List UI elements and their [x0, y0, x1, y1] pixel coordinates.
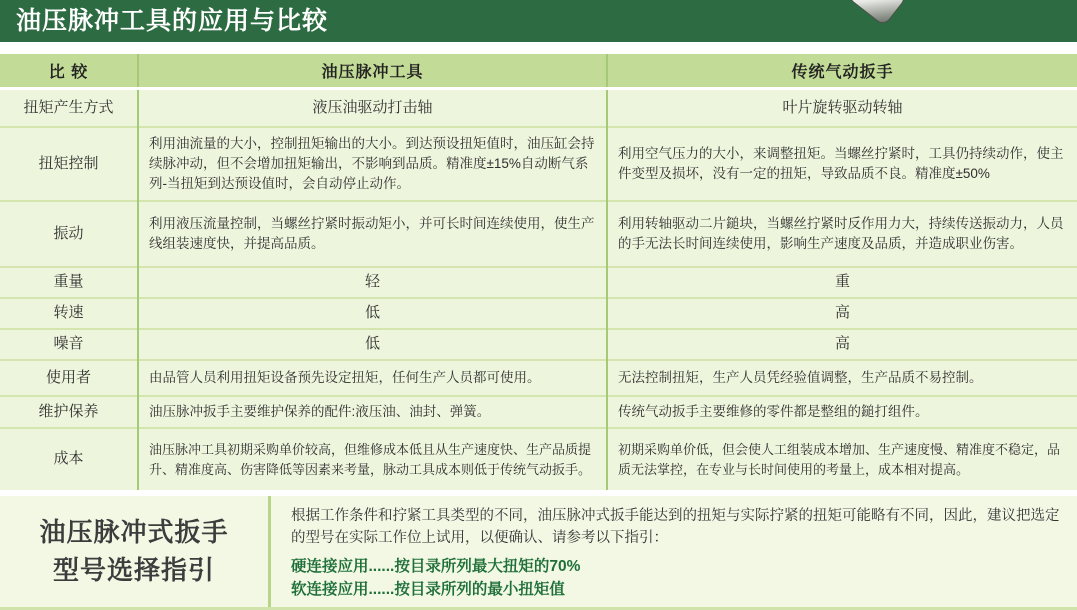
guide-hard-joint-line: 硬连接应用......按目录所列最大扭矩的70% [291, 557, 581, 575]
table-row-weight [0, 267, 1077, 298]
guide-soft-joint-line: 软连接应用......按目录所列的最小扭矩值 [291, 581, 565, 599]
row-label: 扭矩控制 [0, 127, 138, 201]
row-label: 转速 [0, 298, 138, 329]
pulse-cell: 轻 [138, 267, 607, 298]
pulse-cell: 利用油流量的大小，控制扭矩输出的大小。到达预设扭矩值时，油压缸会持续脉冲动，但不会增加扭矩输出，不影响到品质。精准度±15%自动断气系列-当扭矩到达预设值时，会自动停止动作。 [138, 127, 607, 201]
table-row-user [0, 360, 1077, 396]
row-label: 扭矩产生方式 [0, 89, 138, 128]
pulse-cell: 油压脉冲工具初期采购单价较高，但维修成本低且从生产速度快、生产品质提升、精准度高、伤害降低等因素来考量，脉动工具成本则低于传统气动扳手。 [138, 428, 607, 490]
pneumatic-cell: 初期采购单价低，但会使人工组装成本增加、生产速度慢、精准度不稳定，品质无法掌控，在专业与长时间使用的考量上，成本相对提高。 [607, 428, 1077, 490]
pulse-cell: 由品管人员利用扭矩设备预先设定扭矩，任何生产人员都可使用。 [138, 360, 607, 396]
pulse-cell: 油压脉冲扳手主要维护保养的配件:液压油、油封、弹簧。 [138, 396, 607, 428]
model-selection-guide [0, 496, 1077, 610]
guide-title-line1: 油压脉冲式扳手 [39, 517, 229, 548]
col-header-pulse-tool: 油压脉冲工具 [138, 54, 607, 89]
page-title: 油压脉冲工具的应用与比较 [16, 6, 329, 35]
pneumatic-cell: 传统气动扳手主要维修的零件都是整组的鎚打组件。 [607, 396, 1077, 428]
table-row-speed [0, 298, 1077, 329]
col-header-compare: 比 较 [0, 54, 138, 89]
guide-title [0, 496, 271, 607]
pulse-cell: 低 [138, 298, 607, 329]
row-label: 噪音 [0, 329, 138, 360]
guide-paragraph: 根据工作条件和拧紧工具类型的不同，油压脉冲式扳手能达到的扭矩与实际拧紧的扭矩可能略有不同，因此，建议把选定的型号在实际工作位上试用，以便确认、请参考以下指引： [291, 508, 1060, 547]
title-bar [0, 0, 1077, 42]
table-row-torque-generation [0, 89, 1077, 128]
pulse-cell: 液压油驱动打击轴 [138, 89, 607, 128]
table-header-row [0, 54, 1077, 89]
pulse-cell: 利用液压流量控制，当螺丝拧紧时振动矩小，并可长时间连续使用，使生产线组装速度快，并提高品质。 [138, 201, 607, 267]
pulse-cell: 低 [138, 329, 607, 360]
row-label: 振动 [0, 201, 138, 267]
col-header-pneumatic-wrench: 传统气动扳手 [607, 54, 1077, 89]
comparison-table [0, 54, 1077, 490]
pneumatic-cell: 利用空气压力的大小，来调整扭矩。当螺丝拧紧时，工具仍持续动作，使主件变型及损坏，没有一定的扭矩，导致品质不良。精准度±50% [607, 127, 1077, 201]
row-label: 维护保养 [0, 396, 138, 428]
table-row-vibration [0, 201, 1077, 267]
row-label: 成本 [0, 428, 138, 490]
pneumatic-cell: 利用转轴驱动二片鎚块，当螺丝拧紧时反作用力大，持续传送振动力，人员的手无法长时间连续使用，影响生产速度及品质，并造成职业伤害。 [607, 201, 1077, 267]
pneumatic-cell: 高 [607, 298, 1077, 329]
table-row-noise [0, 329, 1077, 360]
guide-title-line2: 型号选择指引 [52, 554, 215, 585]
pneumatic-cell: 高 [607, 329, 1077, 360]
pneumatic-cell: 重 [607, 267, 1077, 298]
row-label: 使用者 [0, 360, 138, 396]
tool-photo-fragment [846, 0, 907, 27]
table-row-cost [0, 428, 1077, 490]
row-label: 重量 [0, 267, 138, 298]
table-row-torque-control [0, 127, 1077, 201]
guide-body [271, 496, 1077, 607]
pneumatic-cell: 无法控制扭矩，生产人员凭经验值调整，生产品质不易控制。 [607, 360, 1077, 396]
table-row-maintenance [0, 396, 1077, 428]
pneumatic-cell: 叶片旋转驱动转轴 [607, 89, 1077, 128]
